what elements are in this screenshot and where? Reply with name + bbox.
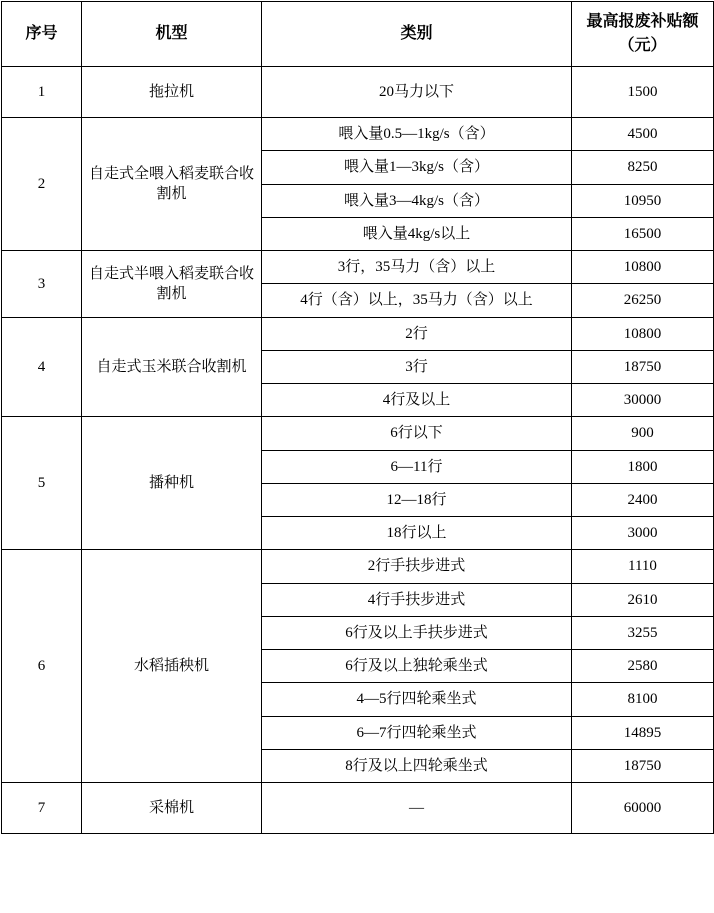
cell-max-subsidy-amount: 3255 [572, 616, 714, 649]
table-row [2, 118, 714, 151]
cell-category: 6行及以上独轮乘坐式 [262, 650, 572, 683]
cell-max-subsidy-amount: 14895 [572, 716, 714, 749]
cell-category: 4行手扶步进式 [262, 583, 572, 616]
cell-category: 喂入量3—4kg/s（含） [262, 184, 572, 217]
cell-max-subsidy-amount: 2610 [572, 583, 714, 616]
cell-category: 4—5行四轮乘坐式 [262, 683, 572, 716]
cell-max-subsidy-amount: 16500 [572, 217, 714, 250]
column-header-model: 机型 [82, 2, 262, 67]
cell-max-subsidy-amount: 1800 [572, 450, 714, 483]
cell-category: 20马力以下 [262, 67, 572, 118]
cell-machine-model: 自走式玉米联合收割机 [82, 317, 262, 417]
cell-category: 6行以下 [262, 417, 572, 450]
column-header-no: 序号 [2, 2, 82, 67]
cell-max-subsidy-amount: 900 [572, 417, 714, 450]
table-row [2, 783, 714, 834]
table-row [2, 251, 714, 284]
cell-max-subsidy-amount: 4500 [572, 118, 714, 151]
cell-category: 6—11行 [262, 450, 572, 483]
cell-serial-number: 2 [2, 118, 82, 251]
table-row [2, 67, 714, 118]
cell-category: 喂入量1—3kg/s（含） [262, 151, 572, 184]
cell-serial-number: 4 [2, 317, 82, 417]
cell-machine-model: 拖拉机 [82, 67, 262, 118]
cell-machine-model: 水稻插秧机 [82, 550, 262, 783]
cell-max-subsidy-amount: 8250 [572, 151, 714, 184]
cell-category: 4行（含）以上，35马力（含）以上 [262, 284, 572, 317]
cell-max-subsidy-amount: 8100 [572, 683, 714, 716]
cell-max-subsidy-amount: 3000 [572, 517, 714, 550]
cell-category: 6行及以上手扶步进式 [262, 616, 572, 649]
cell-max-subsidy-amount: 26250 [572, 284, 714, 317]
cell-category: 18行以上 [262, 517, 572, 550]
cell-category: 2行手扶步进式 [262, 550, 572, 583]
cell-machine-model: 播种机 [82, 417, 262, 550]
column-header-amount: 最高报废补贴额（元） [572, 2, 714, 67]
cell-machine-model: 自走式全喂入稻麦联合收割机 [82, 118, 262, 251]
cell-serial-number: 3 [2, 251, 82, 318]
cell-max-subsidy-amount: 2400 [572, 483, 714, 516]
cell-max-subsidy-amount: 18750 [572, 350, 714, 383]
cell-serial-number: 7 [2, 783, 82, 834]
table-body [2, 67, 714, 834]
cell-max-subsidy-amount: 1110 [572, 550, 714, 583]
cell-max-subsidy-amount: 1500 [572, 67, 714, 118]
cell-category: 3行，35马力（含）以上 [262, 251, 572, 284]
cell-machine-model: 采棉机 [82, 783, 262, 834]
cell-serial-number: 5 [2, 417, 82, 550]
cell-serial-number: 1 [2, 67, 82, 118]
cell-category: 4行及以上 [262, 384, 572, 417]
scrappage-subsidy-table [1, 1, 714, 834]
column-header-category: 类别 [262, 2, 572, 67]
cell-category: 3行 [262, 350, 572, 383]
cell-category: 6—7行四轮乘坐式 [262, 716, 572, 749]
cell-max-subsidy-amount: 18750 [572, 749, 714, 782]
cell-category: 喂入量0.5—1kg/s（含） [262, 118, 572, 151]
cell-max-subsidy-amount: 60000 [572, 783, 714, 834]
cell-max-subsidy-amount: 10800 [572, 251, 714, 284]
cell-category: 8行及以上四轮乘坐式 [262, 749, 572, 782]
cell-machine-model: 自走式半喂入稻麦联合收割机 [82, 251, 262, 318]
table-row [2, 550, 714, 583]
cell-max-subsidy-amount: 2580 [572, 650, 714, 683]
cell-max-subsidy-amount: 10800 [572, 317, 714, 350]
cell-category: 喂入量4kg/s以上 [262, 217, 572, 250]
cell-category: — [262, 783, 572, 834]
table-row [2, 317, 714, 350]
cell-max-subsidy-amount: 10950 [572, 184, 714, 217]
cell-category: 2行 [262, 317, 572, 350]
table-header-row [2, 2, 714, 67]
cell-serial-number: 6 [2, 550, 82, 783]
cell-category: 12—18行 [262, 483, 572, 516]
cell-max-subsidy-amount: 30000 [572, 384, 714, 417]
table-header [2, 2, 714, 67]
table-row [2, 417, 714, 450]
